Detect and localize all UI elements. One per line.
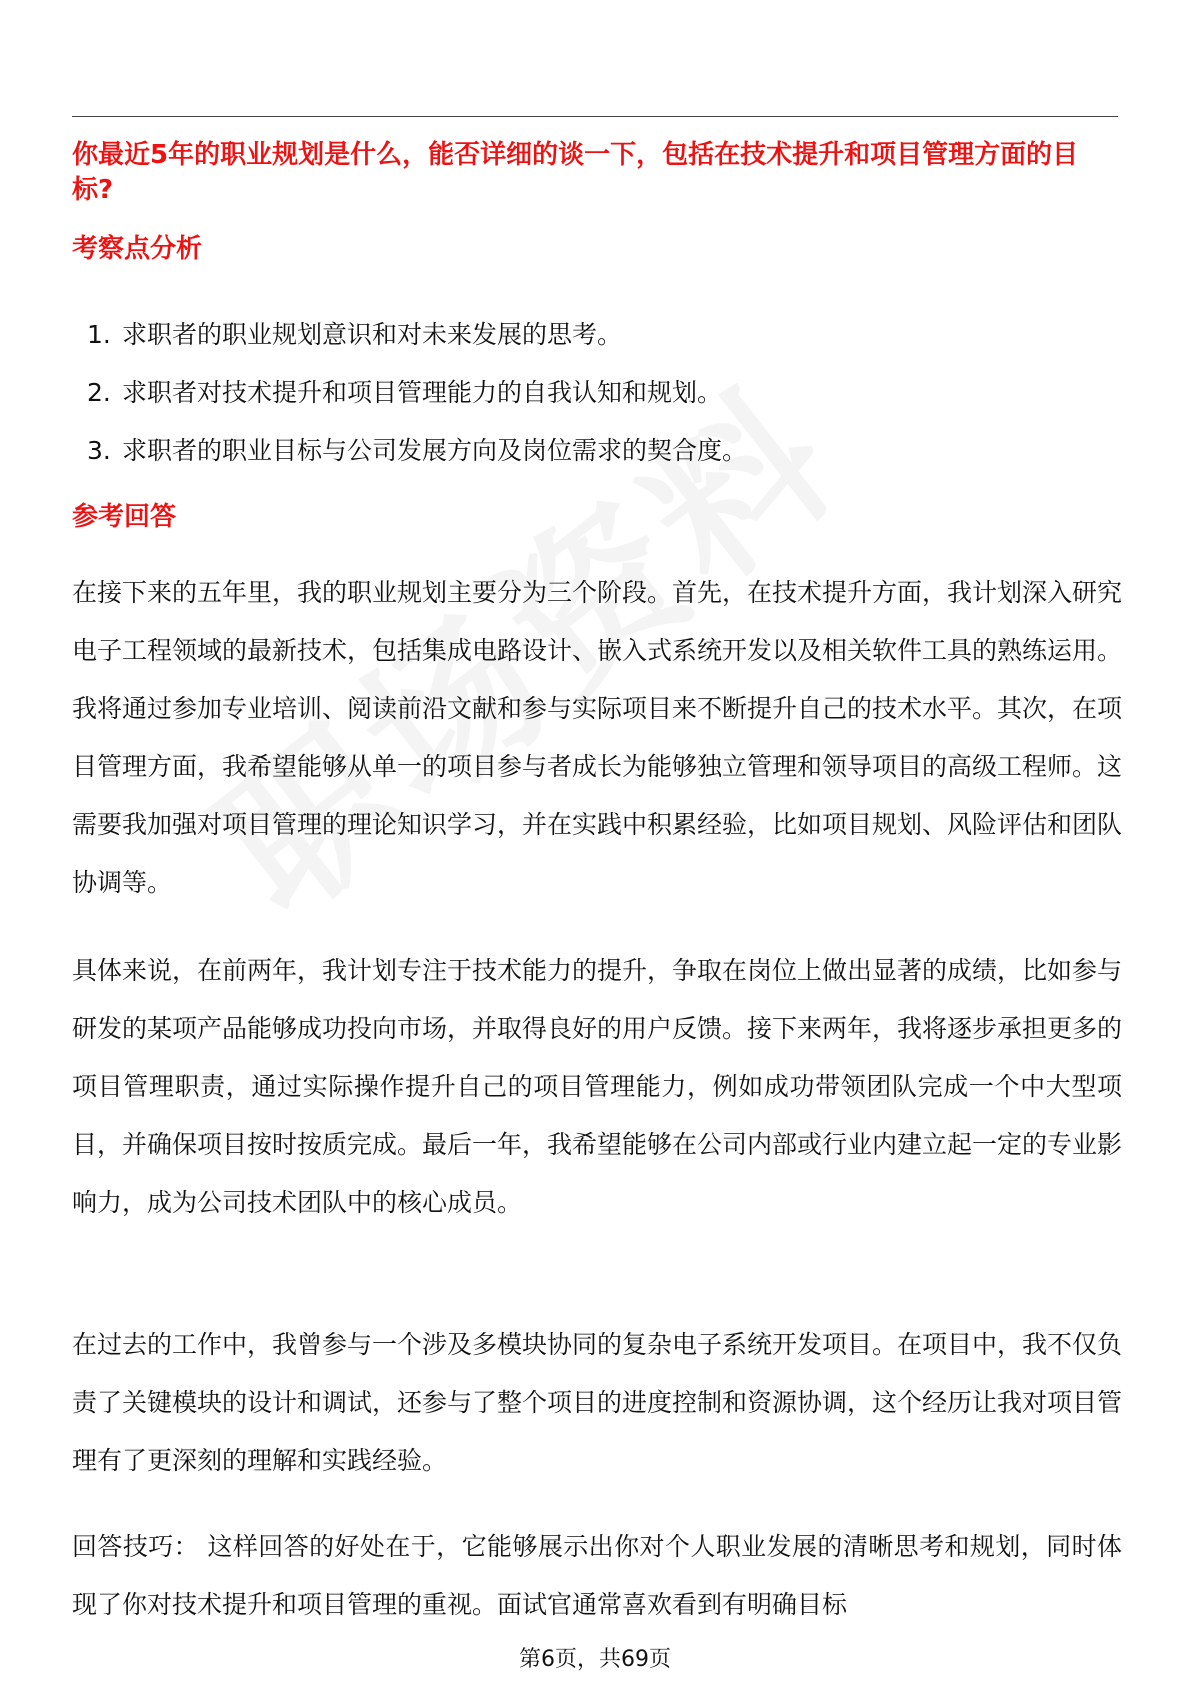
answer-paragraph: 在接下来的五年里，我的职业规划主要分为三个阶段。首先，在技术提升方面，我计划深入研究电子工程领域的最新技术，包括集成电路设计、嵌入式系统开发以及相关软件工具的熟练运用。我将通过参加专业培训、阅读前沿文献和参与实际项目来不断提升自己的技术水平。其次，在项目管理方面，我希望能够从单一的项目参与者成长为能够独立管理和领导项目的高级工程师。这需要我加强对项目管理的理论知识学习，并在实践中积累经验，比如项目规划、风险评估和团队协调等。 — [72, 578, 1123, 897]
list-item — [72, 364, 1118, 422]
analysis-heading: 考察点分析 — [72, 234, 203, 264]
page-number: 第6页，共69页 — [519, 1647, 671, 1672]
answer-heading: 参考回答 — [72, 502, 177, 532]
list-item-number: 3. — [87, 436, 111, 465]
top-divider — [72, 116, 1118, 117]
analysis-list — [72, 306, 1118, 480]
answer-tips-paragraph: 回答技巧： 这样回答的好处在于，它能够展示出你对个人职业发展的清晰思考和规划，同时体现了你对技术提升和项目管理的重视。面试官通常喜欢看到有明确目标 — [72, 1532, 1122, 1619]
list-item-text: 求职者对技术提升和项目管理能力的自我认知和规划。 — [122, 378, 723, 407]
list-item — [72, 306, 1118, 364]
question-title: 你最近5年的职业规划是什么，能否详细的谈一下，包括在技术提升和项目管理方面的目标? — [72, 140, 1079, 205]
answer-paragraph: 具体来说，在前两年，我计划专注于技术能力的提升，争取在岗位上做出显著的成绩，比如参与研发的某项产品能够成功投向市场，并取得良好的用户反馈。接下来两年，我将逐步承担更多的项目管理职责，通过实际操作提升自己的项目管理能力，例如成功带领团队完成一个中大型项目，并确保项目按时按质完成。最后一年，我希望能够在公司内部或行业内建立起一定的专业影响力，成为公司技术团队中的核心成员。 — [72, 956, 1123, 1217]
list-item-text: 求职者的职业规划意识和对未来发展的思考。 — [122, 320, 623, 349]
list-item — [72, 422, 1118, 480]
list-item-text: 求职者的职业目标与公司发展方向及岗位需求的契合度。 — [122, 436, 748, 465]
list-item-number: 2. — [87, 378, 111, 407]
list-item-number: 1. — [87, 320, 111, 349]
answer-paragraph: 在过去的工作中，我曾参与一个涉及多模块协同的复杂电子系统开发项目。在项目中，我不仅负责了关键模块的设计和调试，还参与了整个项目的进度控制和资源协调，这个经历让我对项目管理有了更深刻的理解和实践经验。 — [72, 1330, 1123, 1475]
